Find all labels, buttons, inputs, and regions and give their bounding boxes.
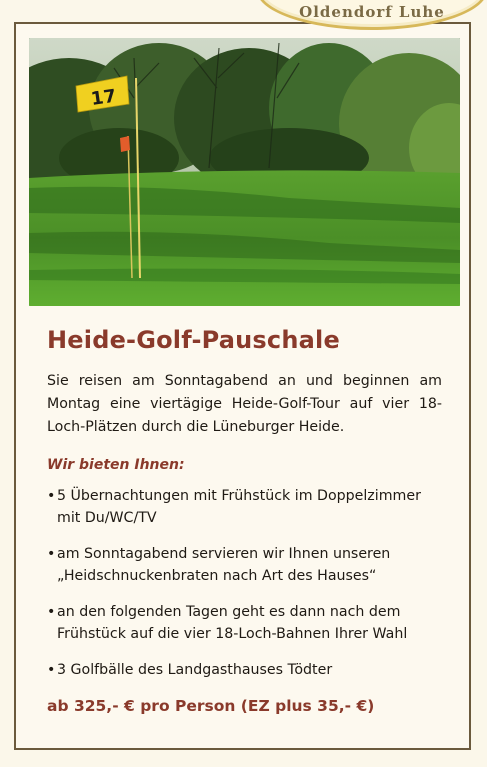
list-item (47, 659, 442, 681)
list-item-text: an den folgenden Tagen geht es dann nach dem Frühstück auf die vier 18-Loch-Bahnen Ihrer Wahl (57, 604, 408, 642)
offer-title: Heide-Golf-Pauschale (47, 326, 340, 354)
offer-subhead: Wir bieten Ihnen: (47, 457, 185, 473)
offer-list (47, 485, 442, 681)
bullet-marker: • (47, 662, 56, 678)
flag-number: 17 (89, 85, 118, 111)
list-item (47, 543, 442, 587)
offer-content (47, 326, 442, 715)
offer-price: ab 325,- € pro Person (EZ plus 35,- €) (47, 697, 375, 715)
list-item (47, 485, 442, 529)
golf-course-photo (29, 38, 460, 306)
bullet-marker: • (47, 546, 56, 562)
list-item-text: 3 Golfbälle des Landgasthauses Tödter (57, 662, 333, 678)
offer-intro: Sie reisen am Sonntagabend an und beginnen am Montag eine viertägige Heide-Golf-Tour auf vier 18-Loch-Plätzen durch die Lüneburger Heide. (47, 373, 442, 435)
list-item-text: 5 Übernachtungen mit Frühstück im Doppelzimmer mit Du/WC/TV (57, 488, 421, 526)
list-item-text: am Sonntagabend servieren wir Ihnen unseren „Heidschnuckenbraten nach Art des Hauses“ (57, 546, 391, 584)
bullet-marker: • (47, 604, 56, 620)
bullet-marker: • (47, 488, 56, 504)
badge-text: Oldendorf Luhe (299, 3, 445, 21)
list-item (47, 601, 442, 645)
